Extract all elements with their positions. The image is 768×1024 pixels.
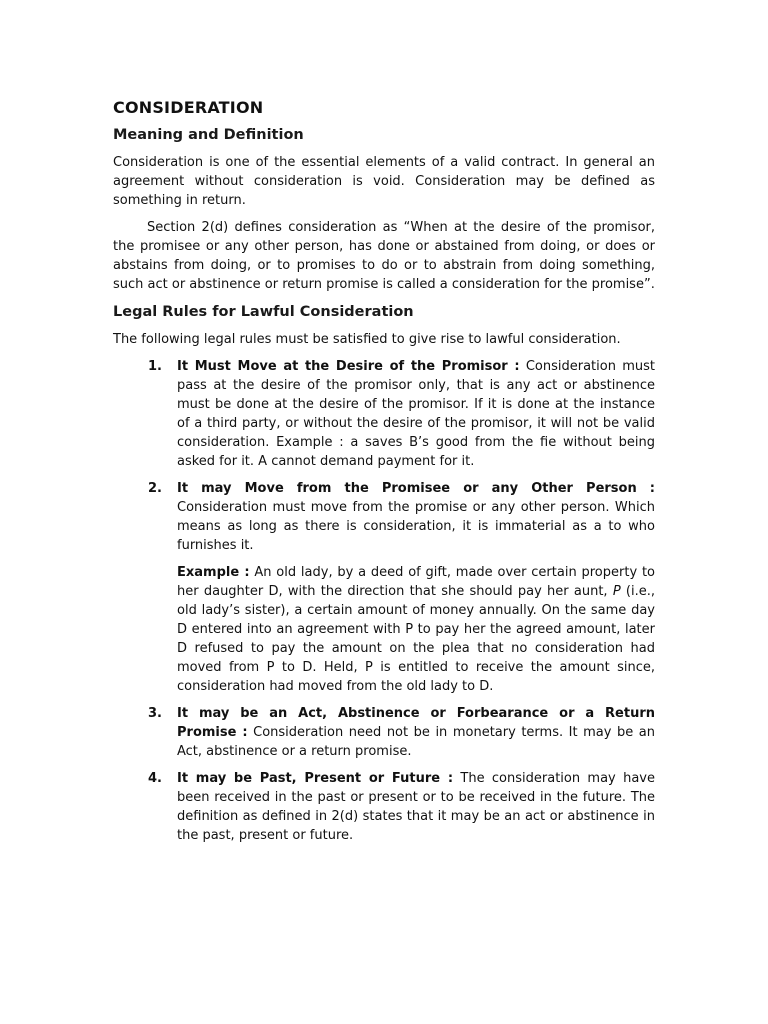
- page-title: CONSIDERATION: [113, 98, 264, 117]
- rule-title: It Must Move at the Desire of the Promisor :: [177, 359, 520, 374]
- example-text: An old lady, by a deed of gift, made over certain property to her daughter D, with the direction that she should pay her aunt,: [177, 565, 655, 599]
- section-heading-legal-rules: Legal Rules for Lawful Consideration: [113, 304, 414, 320]
- list-item: [148, 357, 655, 471]
- example-paragraph: [177, 563, 655, 696]
- list-item: [148, 704, 656, 761]
- section-2d-paragraph: Section 2(d) defines consideration as “When at the desire of the promisor, the promisee or any other person, has done or abstained from doing, or does or abstains from doing, or to promises to do or to abstrain from doing something, such act or abstinence or return promise is called a consideration for the promise”.: [113, 220, 655, 292]
- legal-rules-list: [113, 357, 655, 845]
- legal-rules-intro: The following legal rules must be satisfied to give rise to lawful consideration.: [113, 332, 621, 347]
- list-number: 3.: [148, 706, 162, 721]
- list-item: [148, 479, 655, 696]
- rule-body: Consideration must move from the promise or any other person. Which means as long as there is consideration, it is immaterial as a to who furnishes it.: [177, 500, 655, 553]
- section-heading-meaning: Meaning and Definition: [113, 127, 304, 143]
- list-number: 1.: [148, 359, 162, 374]
- example-party-name: P: [612, 584, 621, 599]
- rule-body: The consideration may have been received in the past or present or to be received in the future. The definition as defined in 2(d) states that it may be an act or abstinence in the past, present or future.: [177, 771, 655, 843]
- example-label: Example :: [177, 565, 250, 580]
- rule-body: Consideration need not be in monetary terms. It may be an Act, abstinence or a return promise.: [177, 725, 656, 759]
- list-number: 2.: [148, 481, 162, 496]
- list-item: [148, 769, 655, 845]
- example-text-continued: (i.e., old lady’s sister), a certain amount of money annually. On the same day D entered into an agreement with P to pay her the agreed amount, later D refused to pay the amount on the plea that no consideration had moved from P to D. Held, P is entitled to receive the amount since, consideration had moved from the old lady to D.: [177, 584, 655, 694]
- rule-title: It may be an Act, Abstinence or Forbearance or a Return Promise :: [177, 706, 655, 740]
- rule-body: Consideration must pass at the desire of the promisor only, that is any act or abstinence must be done at the desire of the promisor. If it is done at the instance of a third party, or without the desire of the promisor, it will not be valid consideration. Example : a saves B’s good from the fie without being asked for it. A cannot demand payment for it.: [177, 359, 655, 469]
- definition-paragraph: Consideration is one of the essential elements of a valid contract. In general an agreement without consideration is void. Consideration may be defined as something in return.: [113, 155, 655, 208]
- rule-title: It may Move from the Promisee or any Other Person :: [177, 481, 655, 496]
- list-number: 4.: [148, 771, 162, 786]
- rule-title: It may be Past, Present or Future :: [177, 771, 454, 786]
